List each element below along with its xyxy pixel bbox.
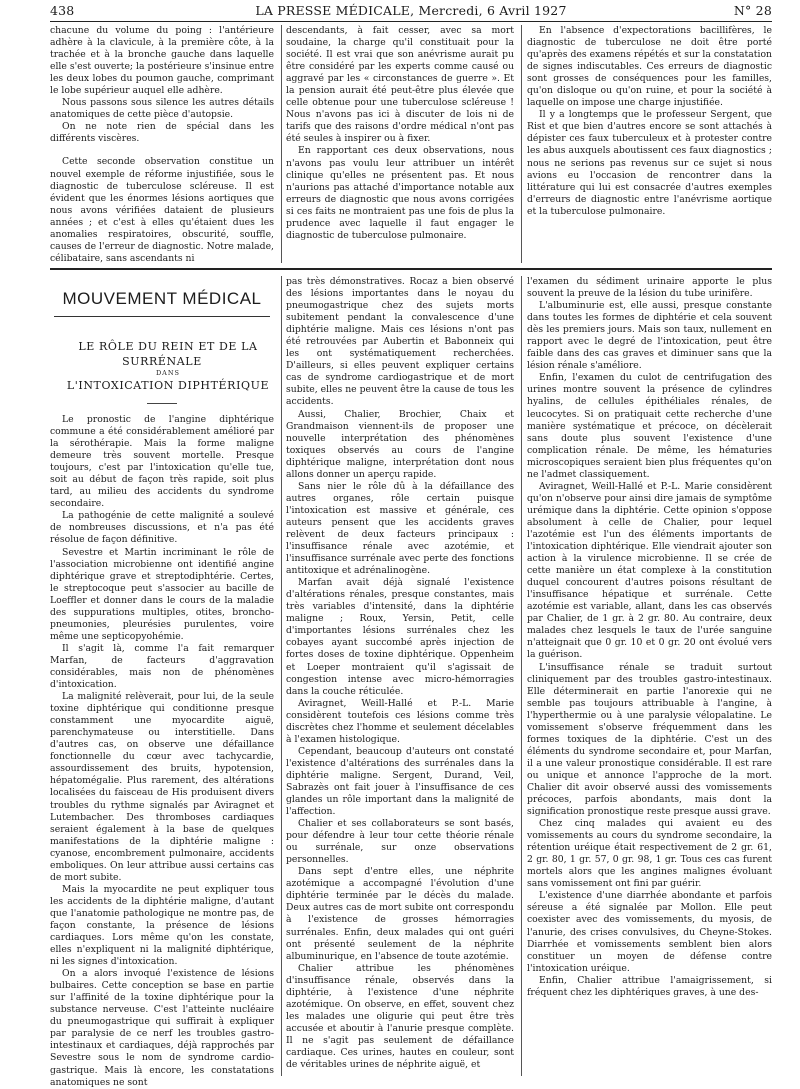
paragraph: Chez cinq malades qui avaient eu des vomissements au cours du syndrome secondaire, la rétention uréique était respectivement de 2 gr. 61, 2 gr. 80, 1 gr. 57, 0 gr. 98, 1 gr. Tous ces cas furent mortels alors que les angines malignes évoluant sans vomissement ont fini par guérir. [527, 818, 772, 890]
body-column-3 [527, 276, 772, 999]
paragraph: Aviragnet, Weill-Hallé et P.-L. Marie considèrent toutefois ces lésions comme très discrètes chez l'homme et seulement décelables à l'examen histologique. [286, 697, 514, 745]
paragraph: Cependant, beaucoup d'auteurs ont constaté l'existence d'altérations des surrénales dans la diphtérie maligne. Sergent, Durand, Veil, Sabrazès ont fait jouer à l'insuffisance de ces glandes un rôle important dans la malignité de l'affection. [286, 745, 514, 818]
section-title-rule [54, 316, 270, 317]
column-divider [281, 25, 282, 263]
body-column-2 [286, 276, 514, 1071]
section-rule [50, 268, 772, 270]
paragraph: Sevestre et Martin incriminant le rôle de l'association microbienne ont identifié angine diphtérique grave et streptodiphtérie. Certes, le streptocoque peut s'associer au bacille de Loeffler et donner dans le cours de la maladie des suppurations multiples, otites, broncho-pneumonies, pleurésies purulentes, voire même une septicopyohémie. [50, 546, 274, 642]
paragraph: Aussi, Chalier, Brochier, Chaix et Grandmaison viennent-ils de proposer une nouvelle interprétation des phénomènes toxiques observés au cours de l'angine diphtérique maligne, interprétation dont nous allons donner un aperçu rapide. [286, 408, 514, 480]
paragraph: En l'absence d'expectorations bacillifères, le diagnostic de tuberculose ne doit être porté qu'après des examens répétés et sur la constatation de signes indiscutables. Ces erreurs de diagnostic sont grosses de conséquences pour les familles, qu'on disloque ou qu'on ruine, et pour la société à laquelle on impose une charge injustifiée. [527, 25, 772, 109]
paragraph: Cette seconde observation constitue un nouvel exemple de réforme injustifiée, sous le diagnostic de tuberculose scléreuse. Il est évident que les énormes lésions aortiques que nous avons vérifiées dataient de plusieurs années ; et c'est à elles qu'étaient dues les anomalies respiratoires, obscurité, souffle, causes de l'erreur de diagnostic. Notre malade, célibataire, sans ascendants ni [50, 156, 274, 264]
paragraph: descendants, à fait cesser, avec sa mort soudaine, la charge qu'il constituait pour la société. Il est vrai que son anévrisme aurait pu être considéré par les experts comme causé ou aggravé par les « circonstances de guerre ». Et la pension aurait été peut-être plus élevée que celle obtenue pour une tuberculose scléreuse ! Nous n'avons pas ici à discuter de lois ni de tarifs que des raisons d'ordre médical n'ont pas été seules à inspirer ou à fixer. [286, 25, 514, 145]
paragraph: Aviragnet, Weill-Hallé et P.-L. Marie considèrent qu'on n'observe pour ainsi dire jamais de symptôme urémique dans la diphtérie. Cette opinion s'oppose absolument à celle de Chalier, pour lequel l'azotémie est l'un des éléments importants de l'intoxication diphtérique. Elle viendrait ajouter son action à la virulence microbienne. Il se crée de cette manière un état complexe à la constitution duquel concourent d'autres poisons résultant de l'insuffisance hépatique et surrénale. Cette azotémie est variable, allant, dans les cas observés par Chalier, de 1 gr. à 2 gr. 80. Au contraire, deux malades chez lesquels le taux de l'urée sanguine n'atteignait que 0 gr. 10 et 0 gr. 20 ont évolué vers la guérison. [527, 480, 772, 661]
paragraph: Il s'agit là, comme l'a fait remarquer Marfan, de facteurs d'aggravation considérables, mais non de phénomènes d'intoxication. [50, 642, 274, 691]
paragraph: l'examen du sédiment urinaire apporte le plus souvent la preuve de la lésion du tube urinifère. [527, 276, 772, 300]
section-title: MOUVEMENT MÉDICAL [62, 289, 262, 308]
paragraph: Marfan avait déjà signalé l'existence d'altérations rénales, presque constantes, mais très variables d'intensité, dans la diphtérie maligne ; Roux, Yersin, Petit, celle d'importantes lésions surrénales chez les cobayes ayant succombé après injection de fortes doses de toxine diphtérique. Oppenheim et Loeper montraient qu'il s'agissait de congestion intense avec micro-hémorragies dans la couche réticulée. [286, 577, 514, 697]
paragraph: On a alors invoqué l'existence de lésions bulbaires. Cette conception se base en partie sur l'affinité de la toxine diphtérique pour la substance nerveuse. C'est l'atteinte nucléaire du pneumogastrique qui suffirait à expliquer par paralysie de ce nerf les troubles gastro-intestinaux et cardiaques, déjà rapprochés par Sevestre sous le nom de syndrome cardio-gastrique. Mais là encore, les constatations anatomiques ne sont [50, 968, 274, 1088]
paragraph: pas très démonstratives. Rocaz a bien observé des lésions importantes dans le noyau du pneumogastrique chez des sujets morts subitement pendant la convalescence d'une diphtérie maligne. Mais ces lésions n'ont pas été retrouvées par Aubertin et Babonneix qui les ont systématiquement recherchées. D'ailleurs, si elles peuvent expliquer certains cas de syndrome cardiogastrique et de mort subite, elles ne peuvent être la cause de tous les accidents. [286, 276, 514, 408]
paragraph: Nous passons sous silence les autres détails anatomiques de cette pièce d'autopsie. [50, 97, 274, 121]
paragraph: La pathogénie de cette malignité a soulevé de nombreuses discussions, et n'a pas été résolue de façon définitive. [50, 510, 274, 546]
paragraph: chacune du volume du poing : l'antérieure adhère à la clavicule, à la première côte, à la trachée et à la bronche gauche dans laquelle elle s'est ouverte; la postérieure s'insinue entre les deux lobes du poumon gauche, comprimant le lobe supérieur auquel elle adhère. [50, 25, 274, 97]
paragraph: Enfin, l'examen du culot de centrifugation des urines montre souvent la présence de cylindres hyalins, de cellules épithéliales rénales, de leucocytes. Si on pratiquait cette recherche d'une manière systématique et précoce, on décèlerait sans doute plus souvent l'existence d'une complication rénale. De même, les hématuries microscopiques seraient bien plus fréquentes qu'on ne l'admet classiquement. [527, 372, 772, 480]
paragraph: Sans nier le rôle dû à la défaillance des autres organes, rôle certain puisque l'intoxication est massive et générale, ces auteurs pensent que les accidents graves relèvent de deux facteurs principaux : l'insuffisance rénale avec azotémie, et l'insuffisance surrénale avec perte des fonctions antitoxique et adrénalinogène. [286, 480, 514, 577]
paragraph: Le pronostic de l'angine diphtérique commune a été considérablement amélioré par la sérothérapie. Mais la forme maligne demeure très souvent mortelle. Presque toujours, c'est par l'intoxication qu'elle tue, soit au début de façon très rapide, soit plus tard, au milieu des accidents du syndrome secondaire. [50, 414, 274, 510]
paragraph: L'insuffisance rénale se traduit surtout cliniquement par des troubles gastro-intestinaux. Elle déterminerait en partie l'anorexie qui ne semble pas toujours attribuable à l'angine, à l'hyperthermie ou à une paralysie vélopalatine. Le vomissement s'observe fréquemment dans les formes toxiques de la diphtérie. C'est un des éléments du syndrome secondaire et, pour Marfan, il a une valeur pronostique considérable. Il est rare ou unique et annonce l'approche de la mort. Chalier dit avoir observé aussi des vomissements précoces, parfois abondants, mais dont la signification pronostique reste presque aussi grave. [527, 661, 772, 818]
page-header [50, 3, 772, 19]
top-column-1 [50, 25, 274, 265]
paragraph: En rapportant ces deux observations, nous n'avons pas voulu leur attribuer un intérêt clinique qu'elles ne présentent pas. Et nous n'aurions pas attaché d'importance notable aux erreurs de diagnostic que nous avons corrigées si ces faits ne montraient pas une fois de plus la prudence avec laquelle il faut engager le diagnostic de tuberculose pulmonaire. [286, 145, 514, 241]
article-title: LE RÔLE DU REIN ET DE LA SURRÉNALE [78, 340, 258, 368]
body-column-1 [50, 284, 274, 1089]
article-title-rule [147, 403, 177, 404]
top-column-2 [286, 25, 514, 242]
column-divider [281, 276, 282, 1076]
paragraph: Mais la myocardite ne peut expliquer tous les accidents de la diphtérie maligne, d'autant que l'anatomie pathologique ne montre pas, de façon constante, la présence de lésions cardiaques. Lors même qu'on les constate, elles n'expliquent ni la malignité diphtérique, ni les signes d'intoxication. [50, 883, 274, 968]
header-rule [50, 21, 772, 22]
paragraph: L'existence d'une diarrhée abondante et parfois séreuse a été signalée par Mollon. Elle peut coexister avec des vomissements, du myosis, de l'anurie, des crises convulsives, du Cheyne-Stokes. Diarrhée et vomissements semblent bien alors constituer un moyen de défense contre l'intoxication uréique. [527, 890, 772, 974]
paragraph: Chalier et ses collaborateurs se sont basés, pour défendre à leur tour cette théorie rénale ou surrénale, sur onze observations personnelles. [286, 818, 514, 866]
paragraph: Il y a longtemps que le professeur Sergent, que Rist et que bien d'autres encore se sont attachés à dépister ces faux tuberculeux et à protester contre les abus auxquels aboutissent ces faux diagnostics ; nous ne serions pas revenus sur ce sujet si nous avions eu l'occasion de rencontrer dans la littérature qui lui est consacrée d'autres exemples d'erreurs de diagnostic entre l'anévrisme aortique et la tuberculose pulmonaire. [527, 109, 772, 217]
paragraph: La malignité relèverait, pour lui, de la seule toxine diphtérique qui conditionne presque constamment une myocardite aiguë, parenchymateuse ou interstitielle. Dans d'autres cas, on observe une défaillance fonctionnelle du cœur avec tachycardie, assourdissement des bruits, hypotension, hépatomégalie. Plus rarement, des altérations localisées du faisceau de His produisent divers troubles du rythme signalés par Aviragnet et Lutembacher. Des thromboses cardiaques seraient également à la base de quelques manifestations de la diphtérie maligne : cyanose, encombrement pulmonaire, accidents emboliques. On leur attribue aussi certains cas de mort subite. [50, 691, 274, 883]
article-title: L'INTOXICATION DIPHTÉRIQUE [66, 379, 270, 392]
top-column-3 [527, 25, 772, 218]
issue-number: N° 28 [733, 3, 772, 18]
page-number: 438 [50, 3, 75, 18]
paragraph: Dans sept d'entre elles, une néphrite azotémique a accompagné l'évolution d'une diphtérie terminée par le décès du malade. Deux autres cas de mort subite ont correspondu à l'existence de grosses hémorragies surrénales. Enfin, deux malades qui ont guéri ont présenté seulement de la néphrite albuminurique, en l'absence de toute azotémie. [286, 866, 514, 962]
paragraph: Chalier attribue les phénomènes d'insuffisance rénale, observés dans la diphtérie, à l'existence d'une néphrite azotémique. On observe, en effet, souvent chez les malades une oligurie qui peut être très accusée et aboutir à l'anurie presque complète. Il ne s'agit pas seulement de défaillance cardiaque. Ces urines, hautes en couleur, sont de véritables urines de néphrite aiguë, et [286, 962, 514, 1071]
journal-title: LA PRESSE MÉDICALE, Mercredi, 6 Avril 1927 [255, 3, 567, 18]
paragraph: L'albuminurie est, elle aussi, presque constante dans toutes les formes de diphtérie et cela souvent dès les premiers jours. Mais son taux, nullement en rapport avec le degré de l'intoxication, peut être faible dans des cas graves et diminuer sans que la lésion rénale s'améliore. [527, 300, 772, 372]
column-divider [521, 276, 522, 1076]
paragraph: Enfin, Chalier attribue l'amaigrissement, si fréquent chez les diphtériques graves, à une des- [527, 974, 772, 998]
paragraph: On ne note rien de spécial dans les différents viscères. [50, 121, 274, 145]
article-title-connector: DANS [155, 369, 181, 377]
column-divider [521, 25, 522, 263]
